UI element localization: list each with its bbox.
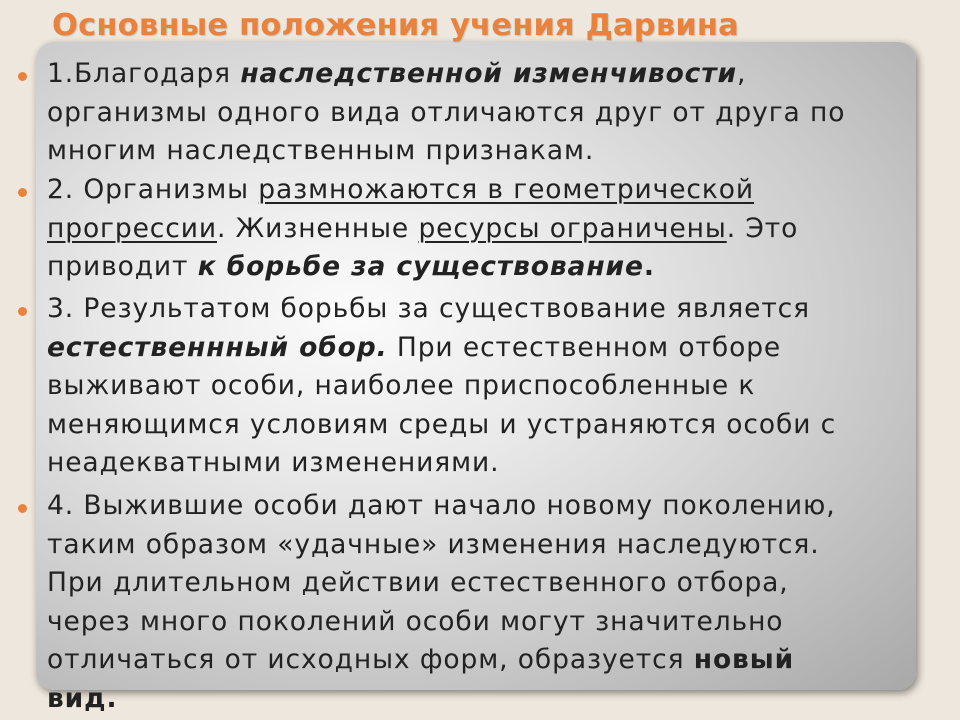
text-run: . Это [726,212,799,244]
text-run: неадекватными изменениями. [47,447,500,478]
text-run: таким образом «удачные» изменения наследуются. [47,528,820,560]
text-run: отличаться от исходных форм, образуется [47,644,694,675]
emphasized-term: . [643,251,655,282]
bullet-dot-1 [18,72,27,81]
text-run: При длительном действии естественного отбора, [47,567,789,598]
text-line [47,444,836,483]
emphasized-term: к борьбе за существование [197,251,644,282]
text-line [47,641,836,680]
text-run: 1.Благодаря [47,58,241,89]
emphasized-term: естественнный обор. [47,331,388,363]
text-line [47,55,845,94]
text-run: многим наследственным признакам. [47,135,595,166]
text-line [47,171,798,210]
text-run: При естественном отборе [387,331,782,363]
emphasized-term: вид. [47,682,118,714]
bullet-point-1 [47,55,845,171]
text-run: 2. Организмы [47,174,259,205]
text-line [47,290,836,329]
text-line [47,564,836,603]
text-run: приводит [47,251,198,282]
text-line [47,680,836,719]
text-run: 4. Выжившие особи дают начало новому поколению, [47,490,836,521]
text-line [47,329,836,368]
bullet-point-3 [47,290,836,483]
text-line [47,210,798,249]
text-line [47,603,836,642]
text-line [47,132,845,171]
text-line [47,526,836,565]
underlined-term: ресурсы ограничены [418,212,727,244]
text-run: , [737,58,747,89]
slide-title: Основные положения учения Дарвина [52,8,739,43]
text-run: выживают особи, наиболее приспособленные к [47,370,756,401]
text-line [47,248,798,287]
bullet-point-4 [47,487,836,718]
underlined-term: размножаются в геометрической [258,174,755,205]
bullet-dot-2 [18,188,27,197]
emphasized-term: новый [693,644,795,675]
text-run: через много поколений особи могут значительно [47,605,784,637]
bullet-dot-4 [18,504,27,513]
bullet-point-2 [47,171,798,287]
text-run: организмы одного вида отличаются друг от друга по [47,96,846,128]
text-line [47,406,836,445]
text-run: 3. Результатом борьбы за существование является [47,293,810,324]
text-line [47,94,845,133]
bullet-dot-3 [18,307,27,316]
text-line [47,487,836,526]
emphasized-term: наследственной изменчивости [240,58,738,89]
underlined-term: прогрессии [47,212,217,244]
text-line [47,367,836,406]
text-run: меняющимся условиям среды и устраняются особи с [47,408,837,440]
text-run: . Жизненные [217,212,419,244]
